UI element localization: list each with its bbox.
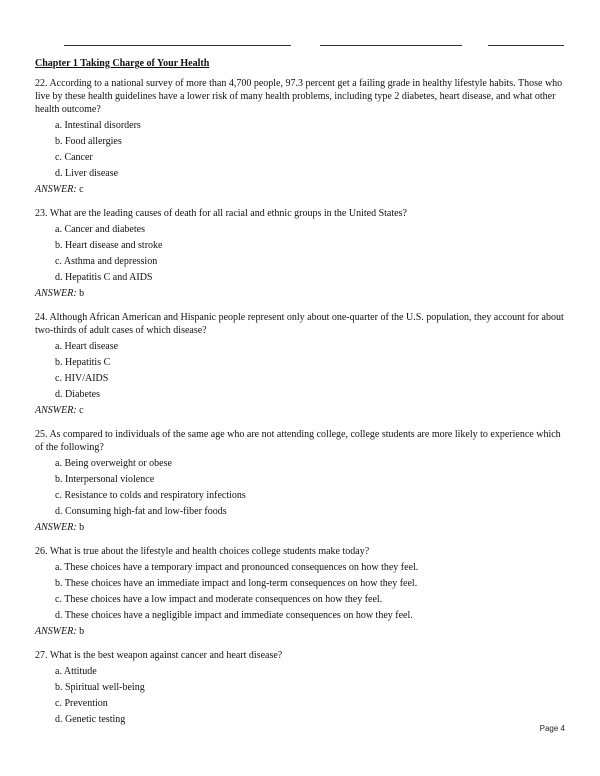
answer-line <box>35 404 570 417</box>
option-list <box>35 457 570 518</box>
option-b: b. Hepatitis C <box>55 357 111 368</box>
question-stem: 25. As compared to individuals of the same age who are not attending college, college students are more likely to experience which of the following? <box>35 429 561 453</box>
option-b: b. Interpersonal violence <box>55 474 155 485</box>
question-24 <box>35 311 570 417</box>
option-d: d. Consuming high-fat and low-fiber foods <box>55 506 227 517</box>
option-a: a. Intestinal disorders <box>55 120 141 131</box>
option-list <box>35 665 570 726</box>
option-a: a. Attitude <box>55 666 97 677</box>
question-stem: 22. According to a national survey of more than 4,700 people, 97.3 percent get a failing grade in healthy lifestyle habits. Those who live by these health guidelines have a lower risk of many health problems, including type 2 diabetes, heart disease, and what other health outcome? <box>35 78 563 115</box>
option-b: b. Food allergies <box>55 136 122 147</box>
answer-line <box>35 287 570 300</box>
option-list <box>35 561 570 622</box>
chapter-title: Chapter 1 Taking Charge of Your Health <box>35 58 210 69</box>
option-d: d. Liver disease <box>55 168 119 179</box>
option-c: c. Asthma and depression <box>55 256 158 267</box>
answer-line <box>35 183 570 196</box>
option-a: a. Heart disease <box>55 341 119 352</box>
question-27 <box>35 649 570 726</box>
header-rule-middle <box>320 45 462 46</box>
option-b: b. Spiritual well-being <box>55 682 145 693</box>
answer-label: ANSWER: <box>35 626 77 637</box>
answer-line <box>35 625 570 638</box>
option-d: d. Genetic testing <box>55 714 126 725</box>
header-rule-right <box>488 45 564 46</box>
answer-value: b <box>79 522 85 533</box>
option-a: a. Cancer and diabetes <box>55 224 145 235</box>
option-a: a. Being overweight or obese <box>55 458 172 469</box>
question-25 <box>35 428 570 534</box>
page-number: Page 4 <box>539 724 565 733</box>
answer-line <box>35 521 570 534</box>
answer-value: b <box>79 626 85 637</box>
option-c: c. Cancer <box>55 152 93 163</box>
option-c: c. HIV/AIDS <box>55 373 109 384</box>
question-23 <box>35 207 570 300</box>
answer-label: ANSWER: <box>35 405 77 416</box>
question-stem: 24. Although African American and Hispanic people represent only about one-quarter of the U.S. population, they account for about two-thirds of adult cases of which disease? <box>35 312 564 336</box>
answer-value: c <box>79 184 84 195</box>
option-list <box>35 340 570 401</box>
option-d: d. Diabetes <box>55 389 100 400</box>
option-c: c. These choices have a low impact and moderate consequences on how they feel. <box>55 594 383 605</box>
question-22 <box>35 77 570 196</box>
answer-label: ANSWER: <box>35 522 77 533</box>
question-stem: 27. What is the best weapon against cancer and heart disease? <box>35 650 283 661</box>
option-c: c. Prevention <box>55 698 108 709</box>
answer-value: c <box>79 405 84 416</box>
document-content <box>35 57 570 737</box>
answer-value: b <box>79 288 85 299</box>
answer-label: ANSWER: <box>35 288 77 299</box>
option-b: b. Heart disease and stroke <box>55 240 163 251</box>
header-rule-left <box>64 45 291 46</box>
option-c: c. Resistance to colds and respiratory infections <box>55 490 246 501</box>
option-d: d. These choices have a negligible impact and immediate consequences on how they feel. <box>55 610 413 621</box>
option-a: a. These choices have a temporary impact and pronounced consequences on how they feel. <box>55 562 419 573</box>
option-d: d. Hepatitis C and AIDS <box>55 272 153 283</box>
answer-label: ANSWER: <box>35 184 77 195</box>
option-list <box>35 119 570 180</box>
question-stem: 23. What are the leading causes of death for all racial and ethnic groups in the United States? <box>35 208 407 219</box>
option-b: b. These choices have an immediate impact and long-term consequences on how they feel. <box>55 578 418 589</box>
question-stem: 26. What is true about the lifestyle and health choices college students make today? <box>35 546 370 557</box>
option-list <box>35 223 570 284</box>
question-26 <box>35 545 570 638</box>
